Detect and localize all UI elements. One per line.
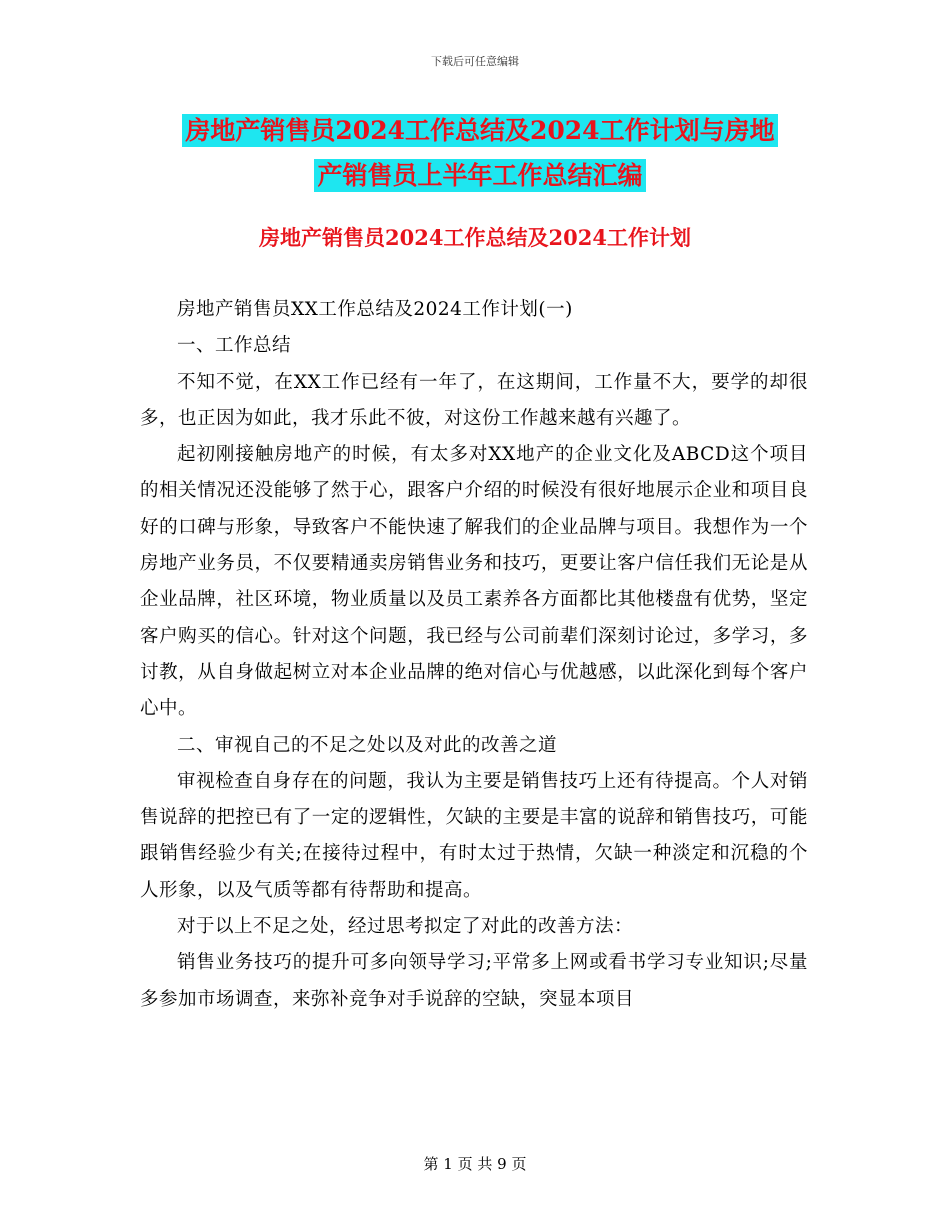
body-paragraph: 审视检查自身存在的问题，我认为主要是销售技巧上还有待提高。个人对销售说辞的把控已有了一定的逻辑性，欠缺的主要是丰富的说辞和销售技巧，可能跟销售经验少有关;在接待过程中，有时太过于热情，欠缺一种淡定和沉稳的个人形象，以及气质等都有待帮助和提高。 [140, 770, 808, 901]
body-paragraph: 房地产销售员XX工作总结及2024工作计划(一) [177, 299, 573, 320]
body-heading: 二、审视自己的不足之处以及对此的改善之道 [177, 734, 558, 756]
header-note: 下载后可任意编辑 [431, 55, 519, 68]
body-heading: 一、工作总结 [177, 335, 292, 357]
body-paragraph: 销售业务技巧的提升可多向领导学习;平常多上网或看书学习专业知识;尽量多参加市场调查，来弥补竞争对手说辞的空缺，突显本项目 [140, 952, 808, 1010]
body-paragraph: 起初刚接触房地产的时候，有太多对XX地产的企业文化及ABCD这个项目的相关情况还没能够了然于心，跟客户介绍的时候没有很好地展示企业和项目良好的口碑与形象，导致客户不能快速了解我们的企业品牌与项目。我想作为一个房地产业务员，不仅要精通卖房销售业务和技巧，更要让客户信任我们无论是从企业品牌，社区环境，物业质量以及员工素养各方面都比其他楼盘有优势，坚定客户购买的信心。针对这个问题，我已经与公司前辈们深刻讨论过，多学习，多讨教，从自身做起树立对本企业品牌的绝对信心与优越感，以此深化到每个客户心中。 [140, 444, 808, 720]
section-title: 房地产销售员2024工作总结及2024工作计划 [259, 225, 691, 250]
body-paragraph: 对于以上不足之处，经过思考拟定了对此的改善方法： [177, 916, 634, 938]
title-line-2: 产销售员上半年工作总结汇编 [314, 159, 645, 192]
document-body [140, 292, 808, 1018]
page-footer: 第 1 页 共 9 页 [423, 1155, 527, 1173]
title-line-1: 房地产销售员2024工作总结及2024工作计划与房地 [182, 114, 777, 147]
body-paragraph: 不知不觉，在XX工作已经有一年了，在这期间，工作量不大，要学的却很多，也正因为如此，我才乐此不彼，对这份工作越来越有兴趣了。 [140, 371, 808, 429]
document-title [140, 108, 820, 198]
